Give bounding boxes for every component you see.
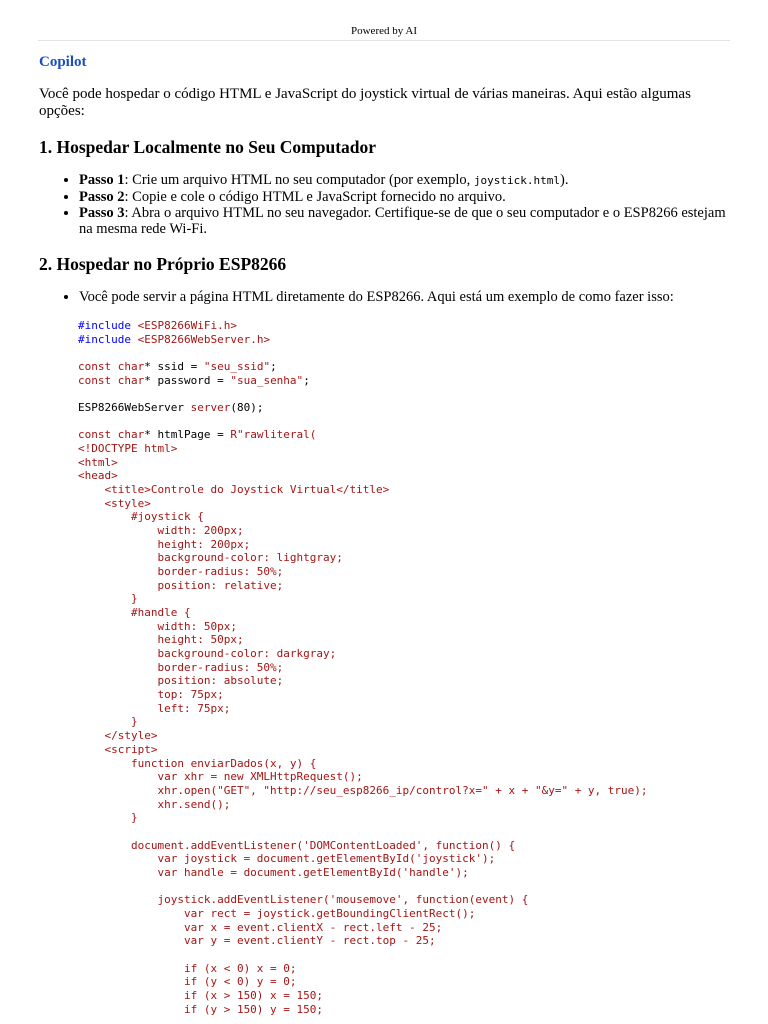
code-token: * ssid = [144,360,204,374]
code-line [78,524,244,537]
code-token: var joystick = document.getElementById('joystick'); [78,852,496,866]
step-label: Passo 2 [79,189,125,205]
code-line [78,1003,323,1016]
code-line [78,633,244,646]
code-line [78,374,310,387]
chat-response [39,53,729,1016]
code-line [78,565,283,578]
code-token: top: 75px; [78,688,224,702]
code-line [78,456,118,469]
code-token: position: absolute; [78,674,284,688]
code-token: #include [78,319,138,332]
step-text: : Abra o arquivo HTML no seu navegador. Certifique-se de que o seu computador e o ESP8266 estejam na mesma rede Wi-Fi. [79,205,726,237]
code-token: var xhr = new XMLHttpRequest(); [78,770,363,784]
code-line [78,715,138,728]
code-line [78,661,283,674]
list-item [79,172,729,189]
code-token: * htmlPage = [144,428,231,442]
code-token: if (x < 0) x = 0; [78,961,297,975]
code-token: } [78,811,138,825]
code-line [78,757,316,770]
code-line [78,934,436,947]
code-line [78,551,343,564]
code-line [78,401,263,414]
code-token: const char [78,360,145,374]
code-line [78,962,297,975]
code-line [78,811,138,824]
code-line [78,606,191,619]
code-line [78,784,648,797]
code-line [78,510,204,523]
list-item [79,189,729,205]
code-line [78,729,157,742]
code-line [78,319,237,332]
code-token: var handle = document.getElementById('handle'); [78,865,469,879]
code-token: "sua_senha" [230,373,304,387]
step-label: Passo 3 [79,205,125,221]
steps-list [39,172,729,237]
esp-list [39,289,729,305]
code-token: <!DOCTYPE html> [78,442,178,456]
code-token: const char [78,428,145,442]
code-token: border-radius: 50%; [78,565,284,579]
code-token: #handle { [78,606,191,620]
code-line [78,333,270,346]
code-line [78,483,389,496]
code-token: ; [303,373,310,387]
code-token: height: 50px; [78,633,244,647]
section-heading-local: 1. Hospedar Localmente no Seu Computador [39,137,377,157]
code-line [78,893,528,906]
code-line [78,975,297,988]
step-text: : Copie e cole o código HTML e JavaScript fornecido no arquivo. [124,189,506,205]
code-token: <html> [78,455,118,469]
code-line [78,852,495,865]
code-token: left: 75px; [78,701,231,715]
code-line [78,798,230,811]
code-line [78,674,283,687]
code-token: joystick.addEventListener('mousemove', function(event) { [78,893,529,907]
code-token: } [78,715,138,729]
code-token: xhr.send(); [78,797,231,811]
code-line [78,839,515,852]
code-token: "seu_ssid" [203,360,271,374]
code-line [78,770,363,783]
code-line [78,866,469,879]
code-token: var x = event.clientX - rect.left - 25; [78,920,443,934]
code-line [78,921,442,934]
code-line [78,360,277,373]
code-token: background-color: darkgray; [78,647,337,661]
code-token: border-radius: 50%; [78,660,284,674]
code-line [78,497,151,510]
code-line [78,907,475,920]
code-token: <title>Controle do Joystick Virtual</title> [78,483,390,497]
code-block [78,319,729,1016]
code-token: <head> [78,469,118,483]
code-token: #joystick { [78,510,204,524]
code-token: var y = event.clientY - rect.top - 25; [78,934,436,948]
code-line [78,702,230,715]
code-line [78,428,316,441]
code-token: function enviarDados(x, y) { [78,756,317,770]
inline-code-filename: joystick.html [473,174,561,187]
code-token: if (y > 150) y = 150; [78,1002,324,1016]
step-text-end: ). [560,172,569,188]
code-token: <script> [78,742,158,756]
assistant-name: Copilot [39,54,87,70]
code-token: document.addEventListener('DOMContentLoaded', function() { [78,838,516,852]
code-token: if (x > 150) x = 150; [78,988,324,1002]
code-token: </style> [78,729,158,743]
code-token: <style> [78,496,151,510]
code-token: width: 200px; [78,524,244,538]
code-token: ; [270,360,277,374]
code-token: * password = [144,373,231,387]
code-token: const char [78,373,145,387]
step-label: Passo 1 [79,172,125,188]
code-line [78,620,237,633]
code-line [78,592,138,605]
step-text: : Crie um arquivo HTML no seu computador (por exemplo, [124,172,474,188]
code-token: R"rawliteral( [230,428,317,442]
powered-by-header: Powered by AI [38,24,730,41]
code-token: position: relative; [78,578,284,592]
code-token: background-color: lightgray; [78,551,343,565]
list-item: • Você pode servir a página HTML diretamente do ESP8266. Aqui está um exemplo de como fazer isso: [79,289,729,305]
code-line [78,688,224,701]
code-token: width: 50px; [78,619,237,633]
code-token: xhr.open("GET", "http://seu_esp8266_ip/control?x=" + x + "&y=" + y, true); [78,783,648,797]
code-line [78,538,250,551]
code-token: #include [78,332,138,346]
intro-paragraph: Você pode hospedar o código HTML e JavaScript do joystick virtual de várias maneiras. Aqui estão algumas opções: [39,86,691,119]
code-token: server [190,401,231,415]
code-line [78,989,323,1002]
code-line [78,442,177,455]
code-token: var rect = joystick.getBoundingClientRect(); [78,906,476,920]
code-token: } [78,592,138,606]
code-token: <ESP8266WiFi.h> [137,319,237,332]
code-token: height: 200px; [78,537,251,551]
section-heading-esp8266: 2. Hospedar no Próprio ESP8266 [39,254,287,274]
code-token: (80); [230,401,264,415]
code-token: ESP8266WebServer [78,401,191,415]
list-item [79,205,729,237]
code-line [78,743,157,756]
code-line [78,579,283,592]
code-token: <ESP8266WebServer.h> [137,332,271,346]
code-line [78,469,118,482]
code-line [78,647,336,660]
code-token: if (y < 0) y = 0; [78,975,297,989]
